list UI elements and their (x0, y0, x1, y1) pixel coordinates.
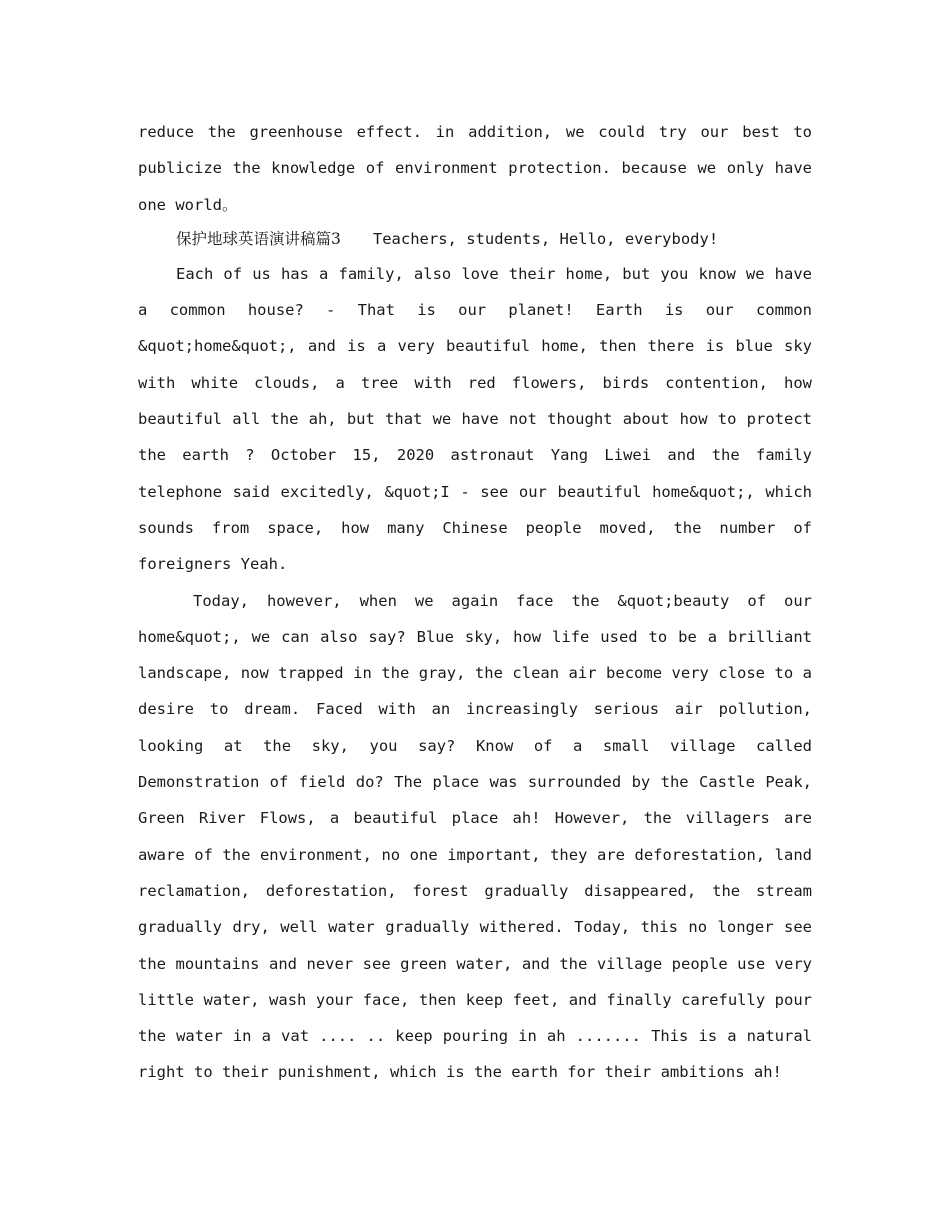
text-line: sounds from space, how many Chinese people moved, the number of (138, 518, 812, 537)
text-line: desire to dream. Faced with an increasingly serious air pollution, (138, 700, 812, 719)
text-line: Each of us has a family, also love their home, but you know we have (176, 264, 812, 283)
text-line: reclamation, deforestation, forest gradually disappeared, the stream (138, 881, 812, 900)
section-heading (138, 223, 812, 256)
text-line: the earth ? October 15, 2020 astronaut Yang Liwei and the family (138, 446, 812, 465)
text-line: reduce the greenhouse effect. in addition, we could try our best to (138, 123, 812, 141)
text-line: foreigners Yeah. (138, 555, 288, 574)
text-line: right to their punishment, which is the earth for their ambitions ah! (138, 1063, 782, 1082)
document-page (138, 114, 812, 1091)
text-line: the water in a vat .... .. keep pouring in ah ....... This is a natural (138, 1027, 812, 1046)
text-line: &quot;home&quot;, and is a very beautiful home, then there is blue sky (138, 337, 812, 356)
section-title: 保护地球英语演讲稿篇3 (176, 229, 341, 248)
text-line: aware of the environment, no one important, they are deforestation, land (138, 845, 812, 864)
text-line: landscape, now trapped in the gray, the clean air become very close to a (138, 664, 812, 683)
text-line: the mountains and never see green water, and the village people use very (138, 954, 812, 973)
text-line: looking at the sky, you say? Know of a small village called (138, 736, 812, 755)
paragraph (138, 583, 812, 1091)
text-line: Today, however, when we again face the &quot;beauty of our (193, 591, 812, 610)
text-line: Demonstration of field do? The place was surrounded by the Castle Peak, (138, 773, 812, 792)
text-line: gradually dry, well water gradually withered. Today, this no longer see (138, 918, 812, 937)
text-line: little water, wash your face, then keep feet, and finally carefully pour (138, 990, 812, 1009)
greeting: Teachers, students, Hello, everybody! (372, 229, 719, 248)
text-line: beautiful all the ah, but that we have not thought about how to protect (138, 410, 812, 429)
text-line: Green River Flows, a beautiful place ah! However, the villagers are (138, 809, 812, 828)
text-line: home&quot;, we can also say? Blue sky, how life used to be a brilliant (138, 627, 812, 646)
paragraph (138, 256, 812, 583)
paragraph-continuation (138, 114, 812, 223)
text-line: with white clouds, a tree with red flowers, birds contention, how (138, 373, 812, 392)
text-line: one world。 (138, 195, 238, 214)
text-line: a common house? - That is our planet! Earth is our common (138, 301, 812, 320)
text-line: telephone said excitedly, &quot;I - see our beautiful home&quot;, which (138, 482, 812, 501)
text-line: publicize the knowledge of environment protection. because we only have (138, 159, 812, 178)
